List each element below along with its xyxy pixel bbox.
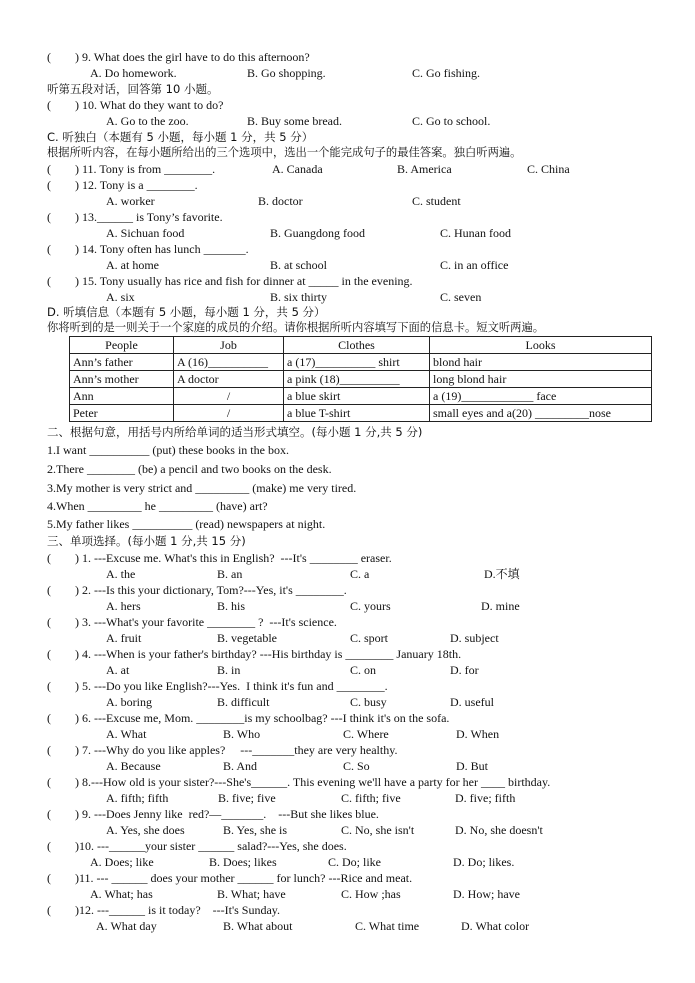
mc4-option-c: C. on (350, 663, 377, 677)
table-cell: Ann’s mother (70, 371, 174, 388)
mc-question-1: ( ) 1. ---Excuse me. What's this in English? ---It's ________ eraser. (47, 551, 392, 565)
mc-question-8: ( ) 8.---How old is your sister?---She's______. This evening we'll have a party for her ____ birthday. (47, 775, 551, 789)
mc-question-4: ( ) 4. ---When is your father's birthday? ---His birthday is ________ January 18th. (47, 647, 462, 661)
mc12-option-a: A. What day (96, 919, 157, 933)
mc-question-3: ( ) 3. ---What's your favorite ________ ? ---It's science. (47, 615, 337, 629)
q15-option-c: C. seven (440, 290, 482, 304)
mc5-option-d: D. useful (450, 695, 494, 709)
question-10-stem: ( ) 10. What do they want to do? (47, 98, 224, 112)
table-cell: Peter (70, 405, 174, 422)
table-row (70, 388, 652, 405)
question-12-stem: ( ) 12. Tony is a ________. (47, 178, 198, 192)
mc1-option-c: C. a (350, 567, 370, 581)
table-cell: small eyes and a(20) _________nose (430, 405, 652, 422)
section-d-title: D. 听填信息（本题有 5 小题，每小题 1 分，共 5 分） (47, 305, 326, 319)
mc7-option-b: B. And (223, 759, 258, 773)
table-cell: a (19)____________ face (430, 388, 652, 405)
mc1-option-b: B. an (217, 567, 243, 581)
mc3-option-a: A. fruit (106, 631, 142, 645)
mc3-option-d: D. subject (450, 631, 499, 645)
q13-option-a: A. Sichuan food (106, 226, 185, 240)
mc5-option-c: C. busy (350, 695, 387, 709)
mc7-option-d: D. But (456, 759, 489, 773)
mc4-option-d: D. for (450, 663, 479, 677)
mc6-option-c: C. Where (343, 727, 389, 741)
table-cell: Ann’s father (70, 354, 174, 371)
mc9-option-b: B. Yes, she is (223, 823, 288, 837)
q15-option-b: B. six thirty (270, 290, 328, 304)
mc2-option-a: A. hers (106, 599, 141, 613)
mc6-option-b: B. Who (223, 727, 261, 741)
q12-option-c: C. student (412, 194, 461, 208)
mc10-option-a: A. Does; like (90, 855, 154, 869)
q10-option-c: C. Go to school. (412, 114, 491, 128)
q15-option-a: A. six (106, 290, 135, 304)
section-c-title: C. 听独白（本题有 5 小题，每小题 1 分，共 5 分） (47, 130, 314, 144)
section-c-instruction: 根据所听内容，在每小题所给出的三个选项中，选出一个能完成句子的最佳答案。独白听两遍。 (47, 146, 522, 159)
mc5-option-a: A. boring (106, 695, 152, 709)
mc8-option-a: A. fifth; fifth (106, 791, 169, 805)
mc10-option-d: D. Do; likes. (453, 855, 515, 869)
mc1-option-a: A. the (106, 567, 136, 581)
question-11-stem: ( ) 11. Tony is from ________. (47, 162, 216, 176)
dialogue5-intro: 听第五段对话，回答第 10 小题。 (47, 82, 219, 96)
mc12-option-b: B. What about (223, 919, 293, 933)
mc9-option-c: C. No, she isn't (341, 823, 415, 837)
mc5-option-b: B. difficult (217, 695, 270, 709)
q14-option-b: B. at school (270, 258, 327, 272)
part2-item-5: 5.My father likes __________ (read) newspapers at night. (47, 517, 326, 531)
section-d-instruction: 你将听到的是一则关于一个家庭的成员的介绍。请你根据所听内容填写下面的信息卡。短文听两遍。 (47, 321, 545, 334)
mc1-option-d: D.不填 (484, 567, 520, 581)
table-cell: / (174, 388, 284, 405)
mc11-option-c: C. How ;has (341, 887, 401, 901)
table-cell: Ann (70, 388, 174, 405)
mc11-option-a: A. What; has (90, 887, 153, 901)
part3-title: 三、单项选择。(每小题 1 分,共 15 分) (47, 534, 246, 548)
q11-option-c: C. China (527, 162, 570, 176)
mc7-option-c: C. So (343, 759, 370, 773)
header-job: Job (174, 337, 284, 354)
question-15-stem: ( ) 15. Tony usually has rice and fish for dinner at _____ in the evening. (47, 274, 413, 288)
mc9-option-d: D. No, she doesn't (455, 823, 543, 837)
q12-option-b: B. doctor (258, 194, 303, 208)
mc11-option-b: B. What; have (217, 887, 286, 901)
mc3-option-b: B. vegetable (217, 631, 277, 645)
table-cell: / (174, 405, 284, 422)
q12-option-a: A. worker (106, 194, 155, 208)
header-people: People (70, 337, 174, 354)
mc10-option-b: B. Does; likes (209, 855, 277, 869)
mc-question-10: ( )10. ---______your sister ______ salad?---Yes, she does. (47, 839, 347, 853)
q14-option-a: A. at home (106, 258, 159, 272)
mc9-option-a: A. Yes, she does (106, 823, 185, 837)
mc8-option-c: C. fifth; five (341, 791, 401, 805)
mc4-option-a: A. at (106, 663, 130, 677)
mc10-option-c: C. Do; like (328, 855, 381, 869)
part2-item-2: 2.There ________ (be) a pencil and two books on the desk. (47, 462, 332, 476)
mc2-option-d: D. mine (481, 599, 520, 613)
header-looks: Looks (430, 337, 652, 354)
mc7-option-a: A. Because (106, 759, 161, 773)
table-cell: a blue T-shirt (284, 405, 430, 422)
q13-option-b: B. Guangdong food (270, 226, 365, 240)
mc2-option-b: B. his (217, 599, 246, 613)
q9-option-b: B. Go shopping. (247, 66, 326, 80)
table-cell: A (16)__________ (174, 354, 284, 371)
question-9-stem: ( ) 9. What does the girl have to do this afternoon? (47, 50, 310, 64)
table-cell: a (17)__________ shirt (284, 354, 430, 371)
table-cell: A doctor (174, 371, 284, 388)
part2-title: 二、根据句意，用括号内所给单词的适当形式填空。(每小题 1 分,共 5 分) (47, 425, 423, 439)
table-header-row (70, 337, 652, 354)
table-row (70, 371, 652, 388)
mc4-option-b: B. in (217, 663, 241, 677)
q10-option-a: A. Go to the zoo. (106, 114, 189, 128)
mc11-option-d: D. How; have (453, 887, 520, 901)
question-13-stem: ( ) 13.______ is Tony’s favorite. (47, 210, 223, 224)
q11-option-a: A. Canada (272, 162, 323, 176)
mc12-option-d: D. What color (461, 919, 530, 933)
q13-option-c: C. Hunan food (440, 226, 511, 240)
question-14-stem: ( ) 14. Tony often has lunch _______. (47, 242, 249, 256)
mc6-option-a: A. What (106, 727, 147, 741)
mc12-option-c: C. What time (355, 919, 420, 933)
mc8-option-d: D. five; fifth (455, 791, 516, 805)
mc-question-9: ( ) 9. ---Does Jenny like red?—_______. ---But she likes blue. (47, 807, 379, 821)
table-cell: a blue skirt (284, 388, 430, 405)
q9-option-a: A. Do homework. (90, 66, 177, 80)
table-row (70, 405, 652, 422)
mc6-option-d: D. When (456, 727, 500, 741)
info-card-table (69, 336, 652, 422)
q14-option-c: C. in an office (440, 258, 509, 272)
q9-option-c: C. Go fishing. (412, 66, 481, 80)
q10-option-b: B. Buy some bread. (247, 114, 342, 128)
table-cell: blond hair (430, 354, 652, 371)
part2-item-1: 1.I want __________ (put) these books in the box. (47, 443, 289, 457)
mc-question-11: ( )11. --- ______ does your mother ______ for lunch? ---Rice and meat. (47, 871, 413, 885)
mc8-option-b: B. five; five (218, 791, 276, 805)
table-cell: a pink (18)__________ (284, 371, 430, 388)
mc-question-6: ( ) 6. ---Excuse me, Mom. ________is my schoolbag? ---I think it's on the sofa. (47, 711, 450, 725)
mc-question-12: ( )12. ---______ is it today? ---It's Sunday. (47, 903, 281, 917)
mc-question-5: ( ) 5. ---Do you like English?---Yes. I think it's fun and ________. (47, 679, 388, 693)
table-cell: long blond hair (430, 371, 652, 388)
mc2-option-c: C. yours (350, 599, 391, 613)
mc-question-7: ( ) 7. ---Why do you like apples? ---_______they are very healthy. (47, 743, 398, 757)
mc-question-2: ( ) 2. ---Is this your dictionary, Tom?---Yes, it's ________. (47, 583, 347, 597)
part2-item-4: 4.When _________ he _________ (have) art? (47, 499, 268, 513)
part2-item-3: 3.My mother is very strict and _________ (make) me very tired. (47, 481, 357, 495)
q11-option-b: B. America (397, 162, 452, 176)
mc3-option-c: C. sport (350, 631, 389, 645)
header-clothes: Clothes (284, 337, 430, 354)
table-row (70, 354, 652, 371)
